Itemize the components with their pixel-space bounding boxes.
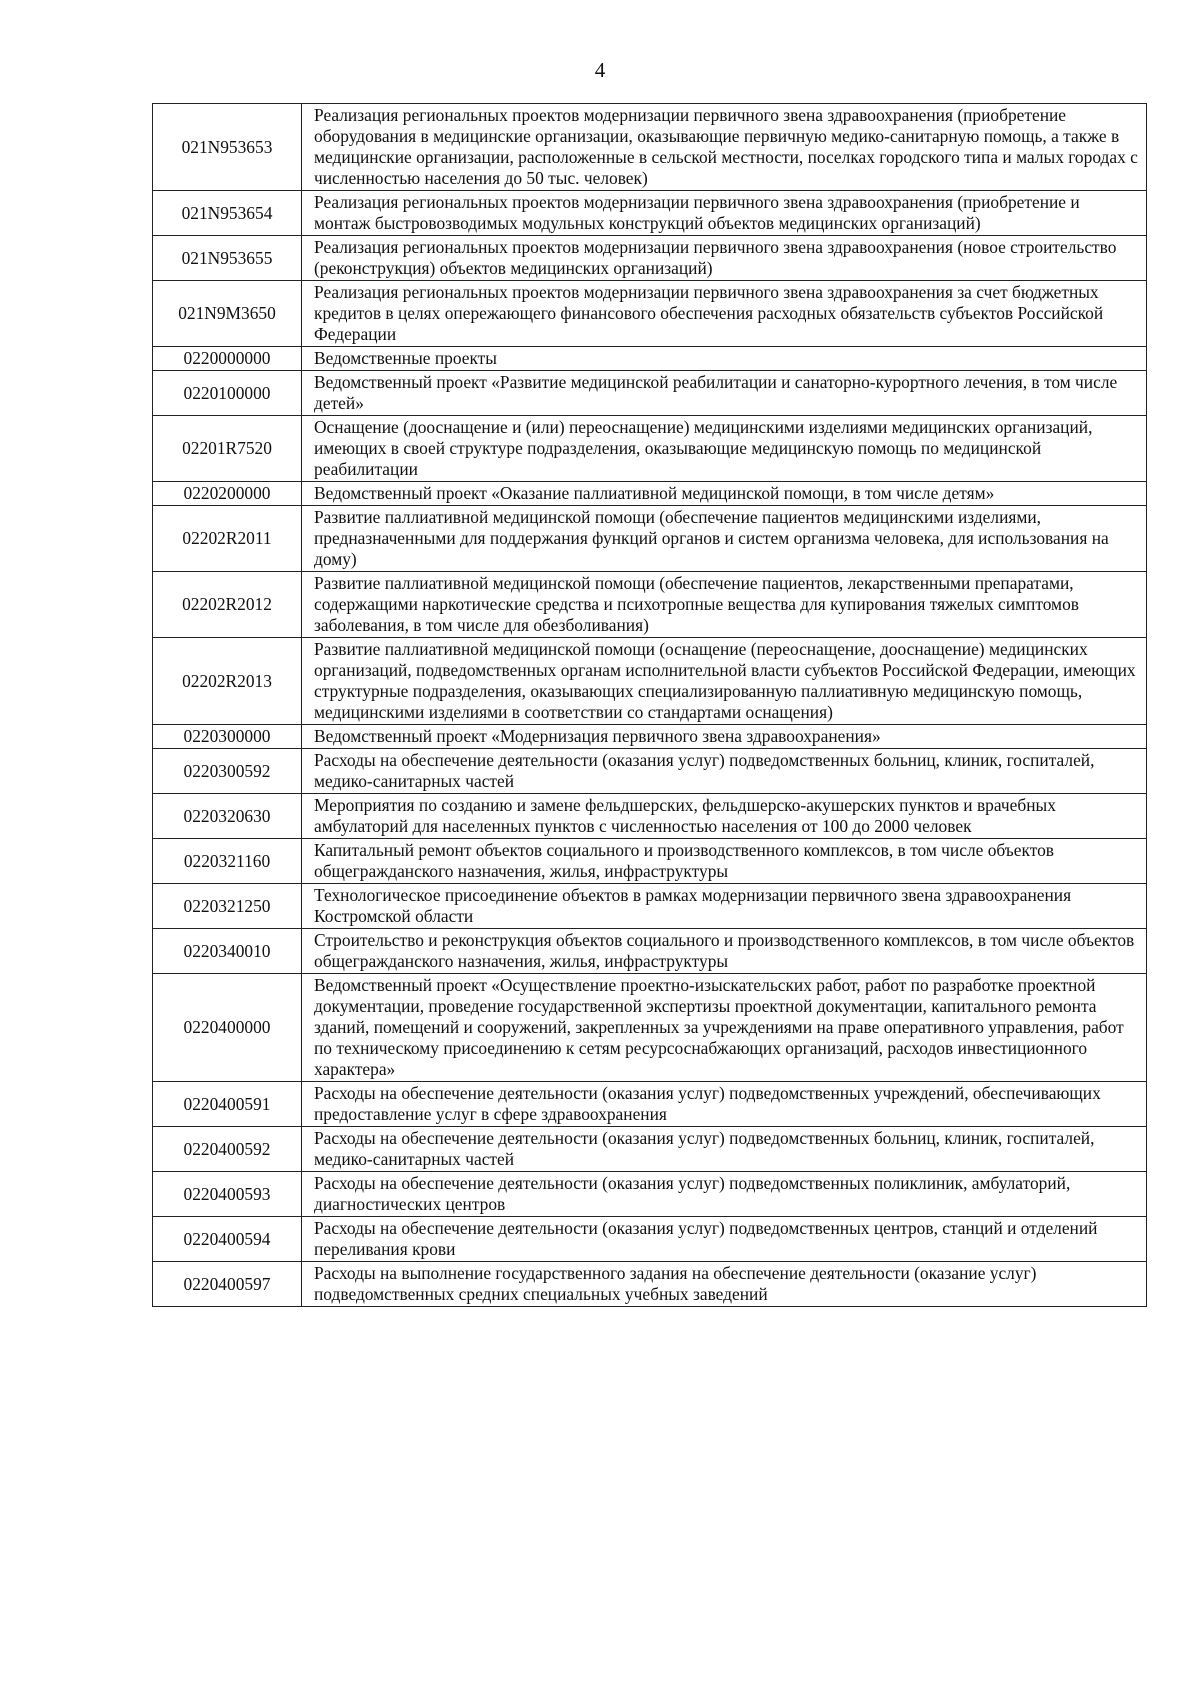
table-row — [153, 191, 1147, 236]
row-code: 0220000000 — [153, 347, 302, 371]
row-name: Ведомственный проект «Модернизация первичного звена здравоохранения» — [302, 725, 1147, 749]
row-name: Технологическое присоединение объектов в рамках модернизации первичного звена здравоохранения Костромской области — [302, 884, 1147, 929]
table-row — [153, 725, 1147, 749]
budget-codes-table — [152, 103, 1147, 1307]
table-row — [153, 371, 1147, 416]
row-code: 0220320630 — [153, 794, 302, 839]
row-name: Расходы на обеспечение деятельности (оказания услуг) подведомственных центров, станций и отделений переливания крови — [302, 1217, 1147, 1262]
table-row — [153, 1127, 1147, 1172]
row-name: Ведомственные проекты — [302, 347, 1147, 371]
row-name: Развитие паллиативной медицинской помощи (обеспечение пациентов медицинскими изделиями, предназначенными для поддержания функций органов и систем организма человека, для использования на дому) — [302, 506, 1147, 572]
row-name: Мероприятия по созданию и замене фельдшерских, фельдшерско-акушерских пунктов и врачебных амбулаторий для населенных пунктов с численностью населения от 100 до 2000 человек — [302, 794, 1147, 839]
row-code: 02201R7520 — [153, 416, 302, 482]
row-name: Реализация региональных проектов модернизации первичного звена здравоохранения за счет бюджетных кредитов в целях опережающего финансового обеспечения расходных обязательств субъектов Российской Федерации — [302, 281, 1147, 347]
table-row — [153, 1217, 1147, 1262]
table-row — [153, 974, 1147, 1082]
row-name: Оснащение (дооснащение и (или) переоснащение) медицинскими изделиями медицинских организаций, имеющих в своей структуре подразделения, оказывающие медицинскую помощь по медицинской реабилитации — [302, 416, 1147, 482]
table-row — [153, 236, 1147, 281]
table-row — [153, 347, 1147, 371]
row-code: 0220300000 — [153, 725, 302, 749]
row-name: Расходы на обеспечение деятельности (оказания услуг) подведомственных учреждений, обеспечивающих предоставление услуг в сфере здравоохранения — [302, 1082, 1147, 1127]
table-row — [153, 929, 1147, 974]
row-name: Строительство и реконструкция объектов социального и производственного комплексов, в том числе объектов общегражданского назначения, жилья, инфраструктуры — [302, 929, 1147, 974]
row-name: Ведомственный проект «Осуществление проектно-изыскательских работ, работ по разработке проектной документации, проведение государственной экспертизы проектной документации, капитального ремонта зданий, помещений и сооружений, закрепленных за учреждениями на праве оперативного управления, работ по техническому присоединению к сетям ресурсоснабжающих организаций, расходов инвестиционного характера» — [302, 974, 1147, 1082]
page-number: 4 — [594, 58, 606, 82]
row-name: Расходы на обеспечение деятельности (оказания услуг) подведомственных больниц, клиник, госпиталей, медико-санитарных частей — [302, 749, 1147, 794]
row-code: 021N953654 — [153, 191, 302, 236]
row-code: 021N953655 — [153, 236, 302, 281]
row-code: 0220340010 — [153, 929, 302, 974]
row-code: 0220400597 — [153, 1262, 302, 1307]
table-row — [153, 794, 1147, 839]
table-row — [153, 749, 1147, 794]
row-code: 0220400593 — [153, 1172, 302, 1217]
row-name: Реализация региональных проектов модернизации первичного звена здравоохранения (приобретение и монтаж быстровозводимых модульных конструкций объектов медицинских организаций) — [302, 191, 1147, 236]
table-row — [153, 884, 1147, 929]
row-code: 0220300592 — [153, 749, 302, 794]
row-code: 02202R2012 — [153, 572, 302, 638]
row-name: Развитие паллиативной медицинской помощи (оснащение (переоснащение, дооснащение) медицинских организаций, подведомственных органам исполнительной власти субъектов Российской Федерации, имеющих структурные подразделения, оказывающих специализированную паллиативную медицинскую помощь, медицинскими изделиями в соответствии со стандартами оснащения) — [302, 638, 1147, 725]
table-row — [153, 1262, 1147, 1307]
row-code: 0220321250 — [153, 884, 302, 929]
table-row — [153, 572, 1147, 638]
row-code: 0220200000 — [153, 482, 302, 506]
row-code: 0220400591 — [153, 1082, 302, 1127]
table-body — [153, 104, 1147, 1307]
row-name: Капитальный ремонт объектов социального и производственного комплексов, в том числе объектов общегражданского назначения, жилья, инфраструктуры — [302, 839, 1147, 884]
row-name: Расходы на выполнение государственного задания на обеспечение деятельности (оказание услуг) подведомственных средних специальных учебных заведений — [302, 1262, 1147, 1307]
table-row — [153, 281, 1147, 347]
row-code: 02202R2011 — [153, 506, 302, 572]
row-code: 0220400592 — [153, 1127, 302, 1172]
row-code: 02202R2013 — [153, 638, 302, 725]
row-name: Реализация региональных проектов модернизации первичного звена здравоохранения (приобретение оборудования в медицинские организации, оказывающие первичную медико-санитарную помощь, а также в медицинские организации, расположенные в сельской местности, поселках городского типа и малых городах с численностью населения до 50 тыс. человек) — [302, 104, 1147, 191]
row-code: 0220100000 — [153, 371, 302, 416]
table-row — [153, 839, 1147, 884]
table-row — [153, 104, 1147, 191]
table-row — [153, 1082, 1147, 1127]
row-name: Ведомственный проект «Оказание паллиативной медицинской помощи, в том числе детям» — [302, 482, 1147, 506]
row-code: 0220321160 — [153, 839, 302, 884]
row-name: Ведомственный проект «Развитие медицинской реабилитации и санаторно-курортного лечения, в том числе детей» — [302, 371, 1147, 416]
row-name: Реализация региональных проектов модернизации первичного звена здравоохранения (новое строительство (реконструкция) объектов медицинских организаций) — [302, 236, 1147, 281]
table-row — [153, 482, 1147, 506]
table-row — [153, 416, 1147, 482]
table-row — [153, 1172, 1147, 1217]
row-name: Расходы на обеспечение деятельности (оказания услуг) подведомственных больниц, клиник, госпиталей, медико-санитарных частей — [302, 1127, 1147, 1172]
table-row — [153, 638, 1147, 725]
row-code: 0220400000 — [153, 974, 302, 1082]
row-name: Расходы на обеспечение деятельности (оказания услуг) подведомственных поликлиник, амбулаторий, диагностических центров — [302, 1172, 1147, 1217]
row-code: 021N953653 — [153, 104, 302, 191]
row-code: 021N9M3650 — [153, 281, 302, 347]
row-code: 0220400594 — [153, 1217, 302, 1262]
table-row — [153, 506, 1147, 572]
row-name: Развитие паллиативной медицинской помощи (обеспечение пациентов, лекарственными препаратами, содержащими наркотические средства и психотропные вещества для купирования тяжелых симптомов заболевания, в том числе для обезболивания) — [302, 572, 1147, 638]
